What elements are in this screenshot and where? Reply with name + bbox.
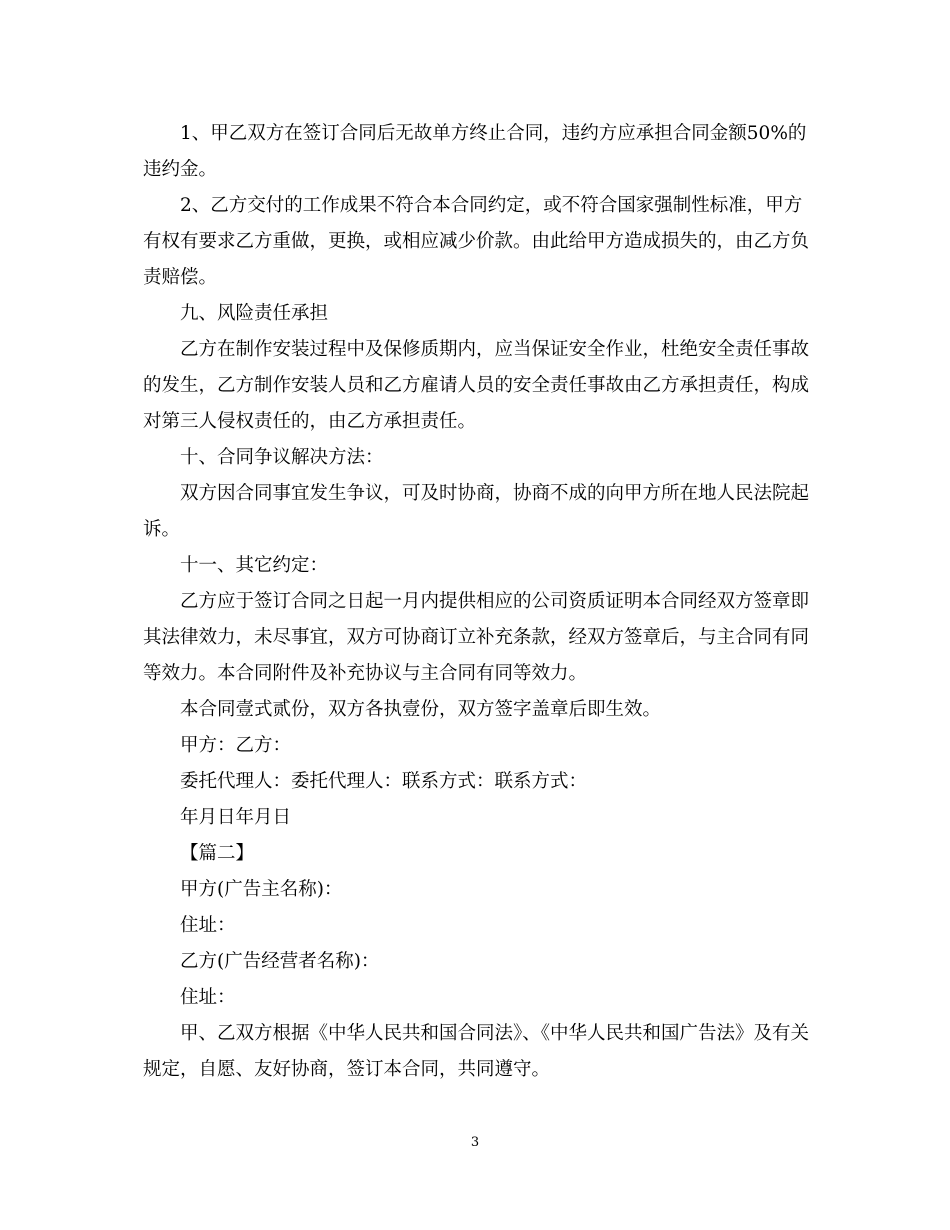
section-heading-part-two: 【篇二】 bbox=[180, 843, 255, 864]
signature-dates: 年月日年月日 bbox=[180, 807, 292, 828]
paragraph-work-nonconformity: 2、乙方交付的工作成果不符合本合同约定，或不符合国家强制性标准，甲方有权有要求乙方重做，更换，或相应减少价款。由此给甲方造成损失的，由乙方负责赔偿。 bbox=[143, 195, 810, 288]
paragraph-breach-termination: 1、甲乙双方在签订合同后无故单方终止合同，违约方应承担合同金额50%的违约金。 bbox=[143, 123, 807, 180]
document-body bbox=[143, 116, 813, 1088]
page-number: 3 bbox=[470, 1135, 480, 1150]
signature-agents-contacts: 委托代理人：委托代理人：联系方式：联系方式： bbox=[180, 771, 588, 792]
heading-dispute-resolution: 十、合同争议解决方法： bbox=[180, 447, 384, 468]
party-b-name-field: 乙方(广告经营者名称)： bbox=[180, 951, 380, 972]
party-a-address-field: 住址： bbox=[180, 915, 236, 936]
paragraph-copies: 本合同壹式贰份，双方各执壹份，双方签字盖章后即生效。 bbox=[180, 699, 662, 720]
paragraph-dispute-resolution: 双方因合同事宜发生争议，可及时协商，协商不成的向甲方所在地人民法院起诉。 bbox=[143, 483, 810, 540]
heading-other-terms: 十一、其它约定： bbox=[180, 555, 329, 576]
paragraph-legal-basis: 甲、乙双方根据《中华人民共和国合同法》、《中华人民共和国广告法》及有关规定，自愿、友好协商，签订本合同，共同遵守。 bbox=[143, 1023, 810, 1080]
signature-parties: 甲方：乙方： bbox=[180, 735, 292, 756]
paragraph-other-terms: 乙方应于签订合同之日起一月内提供相应的公司资质证明本合同经双方签章即其法律效力，未尽事宜，双方可协商订立补充条款，经双方签章后，与主合同有同等效力。本合同附件及补充协议与主合同有同等效力。 bbox=[143, 591, 810, 684]
paragraph-safety-liability: 乙方在制作安装过程中及保修质期内，应当保证安全作业，杜绝安全责任事故的发生，乙方制作安装人员和乙方雇请人员的安全责任事故由乙方承担责任，构成对第三人侵权责任的，由乙方承担责任。 bbox=[143, 339, 810, 432]
party-b-address-field: 住址： bbox=[180, 987, 236, 1008]
heading-risk-liability: 九、风险责任承担 bbox=[180, 303, 329, 324]
party-a-name-field: 甲方(广告主名称)： bbox=[180, 879, 343, 900]
